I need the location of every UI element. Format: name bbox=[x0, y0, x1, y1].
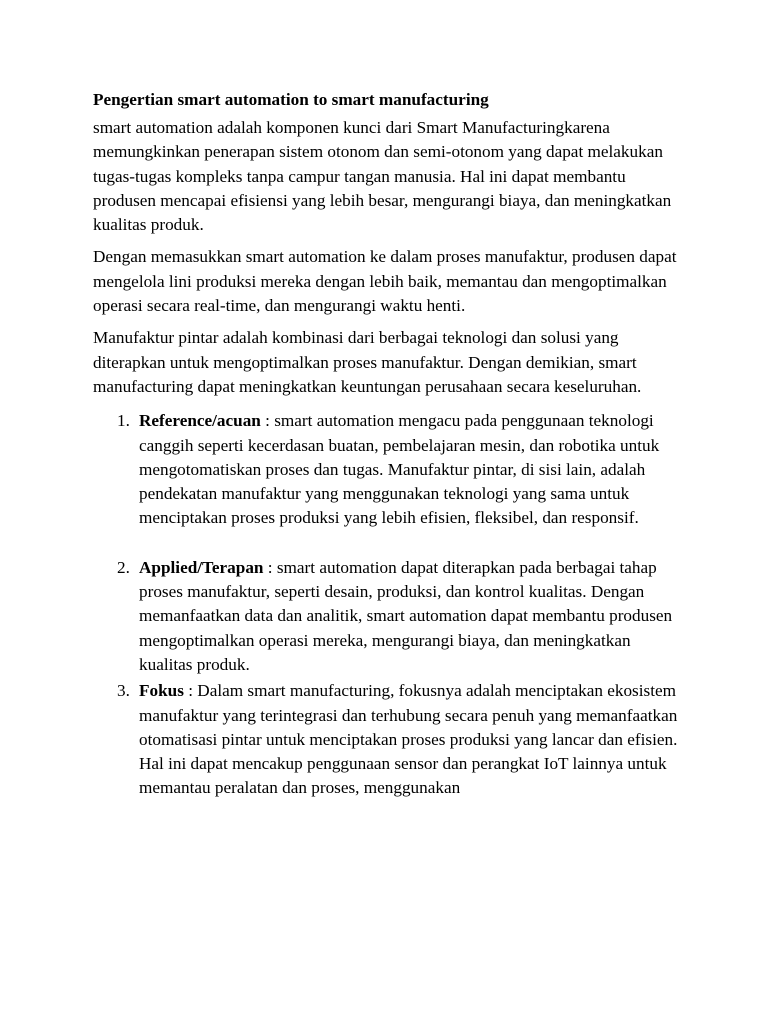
document-title: Pengertian smart automation to smart manufacturing bbox=[93, 90, 489, 109]
list-number: 1. bbox=[117, 411, 130, 431]
list-item-applied bbox=[93, 556, 683, 677]
paragraph-integration: Dengan memasukkan smart automation ke dalam proses manufaktur, produsen dapat mengelola lini produksi mereka dengan lebih baik, memantau dan mengoptimalkan operasi secara real-time, dan mengurangi waktu henti. bbox=[93, 247, 677, 316]
list-text: : smart automation mengacu pada penggunaan teknologi canggih seperti kecerdasan buatan, pembelajaran mesin, dan robotika untuk mengotomatiskan proses dan tugas. Manufaktur pintar, di sisi lain, adalah pendekatan manufaktur yang menggunakan teknologi yang sama untuk menciptakan proses produksi yang lebih efisien, fleksibel, dan responsif. bbox=[139, 411, 660, 528]
list-term: Reference/acuan bbox=[139, 411, 261, 431]
list-text: : smart automation dapat diterapkan pada berbagai tahap proses manufaktur, seperti desain, produksi, dan kontrol kualitas. Dengan memanfaatkan data dan analitik, smart automation dapat membantu produsen mengoptimalkan operasi mereka, mengurangi biaya, dan meningkatkan kualitas produk. bbox=[139, 557, 673, 674]
document-page bbox=[93, 88, 683, 801]
paragraph-smart-manufacturing: Manufaktur pintar adalah kombinasi dari berbagai teknologi dan solusi yang diterapkan untuk mengoptimalkan proses manufaktur. Dengan demikian, smart manufacturing dapat meningkatkan keuntungan perusahaan secara keseluruhan. bbox=[93, 328, 642, 396]
list-number: 3. bbox=[117, 681, 130, 701]
list-term: Fokus bbox=[139, 681, 184, 701]
list-number: 2. bbox=[117, 557, 130, 577]
list-item-reference bbox=[93, 409, 683, 530]
numbered-list bbox=[93, 409, 683, 800]
list-item-fokus bbox=[93, 679, 683, 800]
list-text: : Dalam smart manufacturing, fokusnya adalah menciptakan ekosistem manufaktur yang terintegrasi dan terhubung secara penuh yang memanfaatkan otomatisasi pintar untuk menciptakan proses produksi yang lancar dan efisien. Hal ini dapat mencakup penggunaan sensor dan perangkat IoT lainnya untuk memantau peralatan dan proses, menggunakan bbox=[139, 681, 678, 798]
list-term: Applied/Terapan bbox=[139, 557, 264, 577]
paragraph-intro: smart automation adalah komponen kunci dari Smart Manufacturingkarena memungkinkan penerapan sistem otonom dan semi-otonom yang dapat melakukan tugas-tugas kompleks tanpa campur tangan manusia. Hal ini dapat membantu produsen mencapai efisiensi yang lebih besar, mengurangi biaya, dan meningkatkan kualitas produk. bbox=[93, 118, 672, 235]
